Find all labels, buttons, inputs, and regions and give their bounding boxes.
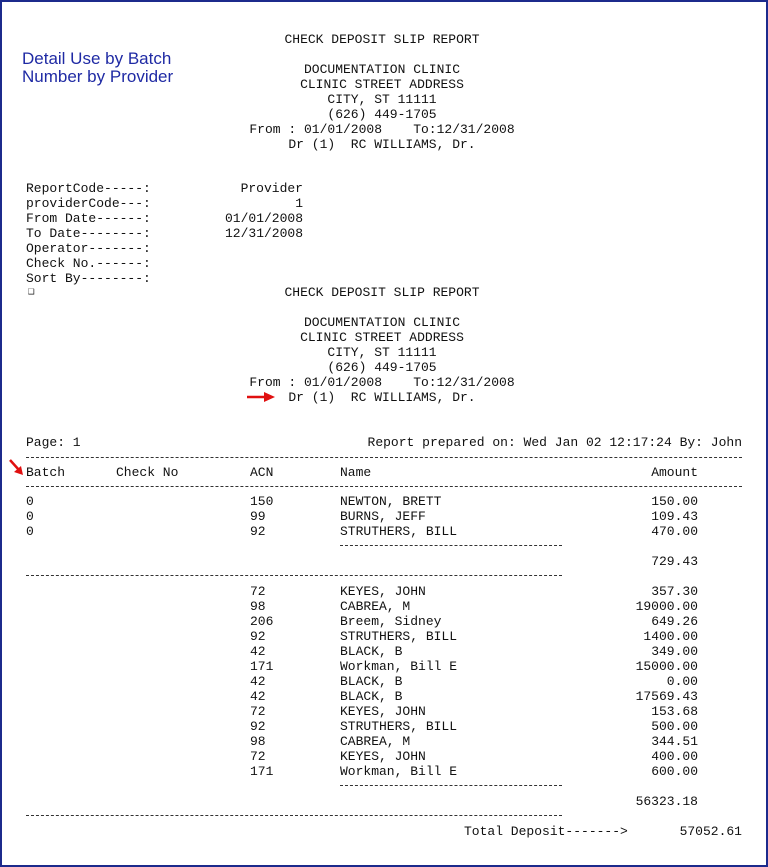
param-label: providerCode---: [26, 196, 151, 211]
col-acn: ACN [250, 465, 274, 480]
cell-amount: 344.51 [651, 734, 698, 749]
cell-amount: 400.00 [651, 749, 698, 764]
cell-acn: 42 [250, 644, 266, 659]
cell-name: KEYES, JOHN [340, 749, 426, 764]
clinic-phone: (626) 449-1705 [327, 107, 437, 122]
cell-amount: 109.43 [651, 509, 698, 524]
clinic-address: CLINIC STREET ADDRESS [300, 77, 464, 92]
param-value: 1 [295, 196, 303, 211]
cell-amount: 17569.43 [635, 689, 698, 704]
clinic-name: DOCUMENTATION CLINIC [303, 315, 461, 330]
subtotal-rule [340, 785, 562, 786]
cell-acn: 98 [250, 599, 266, 614]
cell-name: CABREA, M [340, 599, 411, 614]
cell-amount: 600.00 [651, 764, 698, 779]
cell-amount: 349.00 [651, 644, 698, 659]
param-label: Check No.------: [26, 256, 151, 271]
param-value: 01/01/2008 [224, 211, 303, 226]
cell-acn: 171 [250, 659, 274, 674]
cell-name: BURNS, JEFF [340, 509, 426, 524]
prepared-line: Report prepared on: Wed Jan 02 12:17:24 By: John [367, 435, 742, 450]
cell-name: Workman, Bill E [340, 659, 458, 674]
cell-name: KEYES, JOHN [340, 704, 426, 719]
cell-acn: 72 [250, 584, 266, 599]
cell-amount: 470.00 [651, 524, 698, 539]
divider [26, 575, 562, 576]
callout-line-2: Number by Provider [22, 67, 174, 86]
clinic-city: CITY, ST 11111 [327, 345, 437, 360]
cell-acn: 72 [250, 704, 266, 719]
checkbox-glyph: ❑ [28, 286, 35, 298]
total-deposit-value: 57052.61 [679, 824, 742, 839]
clinic-city: CITY, ST 11111 [327, 92, 437, 107]
subtotal-rule [340, 545, 562, 546]
cell-acn: 98 [250, 734, 266, 749]
col-amount: Amount [651, 465, 698, 480]
cell-name: BLACK, B [340, 674, 403, 689]
param-value: 12/31/2008 [224, 226, 303, 241]
cell-acn: 92 [250, 524, 266, 539]
cell-amount: 500.00 [651, 719, 698, 734]
callout-line-1: Detail Use by Batch [22, 49, 172, 68]
cell-batch: 0 [26, 509, 34, 524]
cell-amount: 150.00 [651, 494, 698, 509]
param-label: From Date------: [26, 211, 151, 226]
cell-name: BLACK, B [340, 689, 403, 704]
cell-name: BLACK, B [340, 644, 403, 659]
cell-acn: 72 [250, 749, 266, 764]
cell-name: Breem, Sidney [340, 614, 442, 629]
cell-batch: 0 [26, 524, 34, 539]
clinic-name: DOCUMENTATION CLINIC [303, 62, 461, 77]
divider [26, 815, 562, 816]
param-label: Sort By--------: [26, 271, 151, 286]
cell-acn: 42 [250, 674, 266, 689]
group-subtotal: 56323.18 [635, 794, 698, 809]
clinic-phone: (626) 449-1705 [327, 360, 437, 375]
cell-amount: 15000.00 [635, 659, 698, 674]
cell-amount: 153.68 [651, 704, 698, 719]
param-label: Operator-------: [26, 241, 151, 256]
cell-name: CABREA, M [340, 734, 411, 749]
cell-name: NEWTON, BRETT [340, 494, 442, 509]
arrow-down-right-icon [8, 458, 24, 476]
clinic-address: CLINIC STREET ADDRESS [300, 330, 464, 345]
cell-acn: 99 [250, 509, 266, 524]
cell-acn: 92 [250, 629, 266, 644]
cell-amount: 357.30 [651, 584, 698, 599]
cell-amount: 649.26 [651, 614, 698, 629]
provider-line: Dr (1) RC WILLIAMS, Dr. [288, 137, 476, 152]
cell-acn: 42 [250, 689, 266, 704]
group-subtotal: 729.43 [651, 554, 698, 569]
col-check-no: Check No [116, 465, 179, 480]
cell-batch: 0 [26, 494, 34, 509]
date-range: From : 01/01/2008 To:12/31/2008 [249, 122, 515, 137]
cell-acn: 92 [250, 719, 266, 734]
cell-acn: 206 [250, 614, 274, 629]
cell-name: KEYES, JOHN [340, 584, 426, 599]
cell-name: STRUTHERS, BILL [340, 524, 458, 539]
cell-name: STRUTHERS, BILL [340, 629, 458, 644]
divider [26, 486, 742, 487]
param-label: ReportCode-----: [26, 181, 151, 196]
cell-acn: 171 [250, 764, 274, 779]
report-title: CHECK DEPOSIT SLIP REPORT [284, 32, 480, 47]
cell-name: STRUTHERS, BILL [340, 719, 458, 734]
cell-acn: 150 [250, 494, 274, 509]
cell-amount: 0.00 [666, 674, 698, 689]
provider-line: Dr (1) RC WILLIAMS, Dr. [288, 390, 476, 405]
cell-amount: 19000.00 [635, 599, 698, 614]
param-value: Provider [240, 181, 303, 196]
report-title: CHECK DEPOSIT SLIP REPORT [284, 285, 480, 300]
param-label: To Date--------: [26, 226, 151, 241]
arrow-right-icon [246, 391, 276, 403]
col-batch: Batch [26, 465, 66, 480]
cell-amount: 1400.00 [643, 629, 698, 644]
page-number: Page: 1 [26, 435, 81, 450]
divider [26, 457, 742, 458]
cell-name: Workman, Bill E [340, 764, 458, 779]
total-deposit-label: Total Deposit-------> [464, 824, 628, 839]
date-range: From : 01/01/2008 To:12/31/2008 [249, 375, 515, 390]
col-name: Name [340, 465, 372, 480]
